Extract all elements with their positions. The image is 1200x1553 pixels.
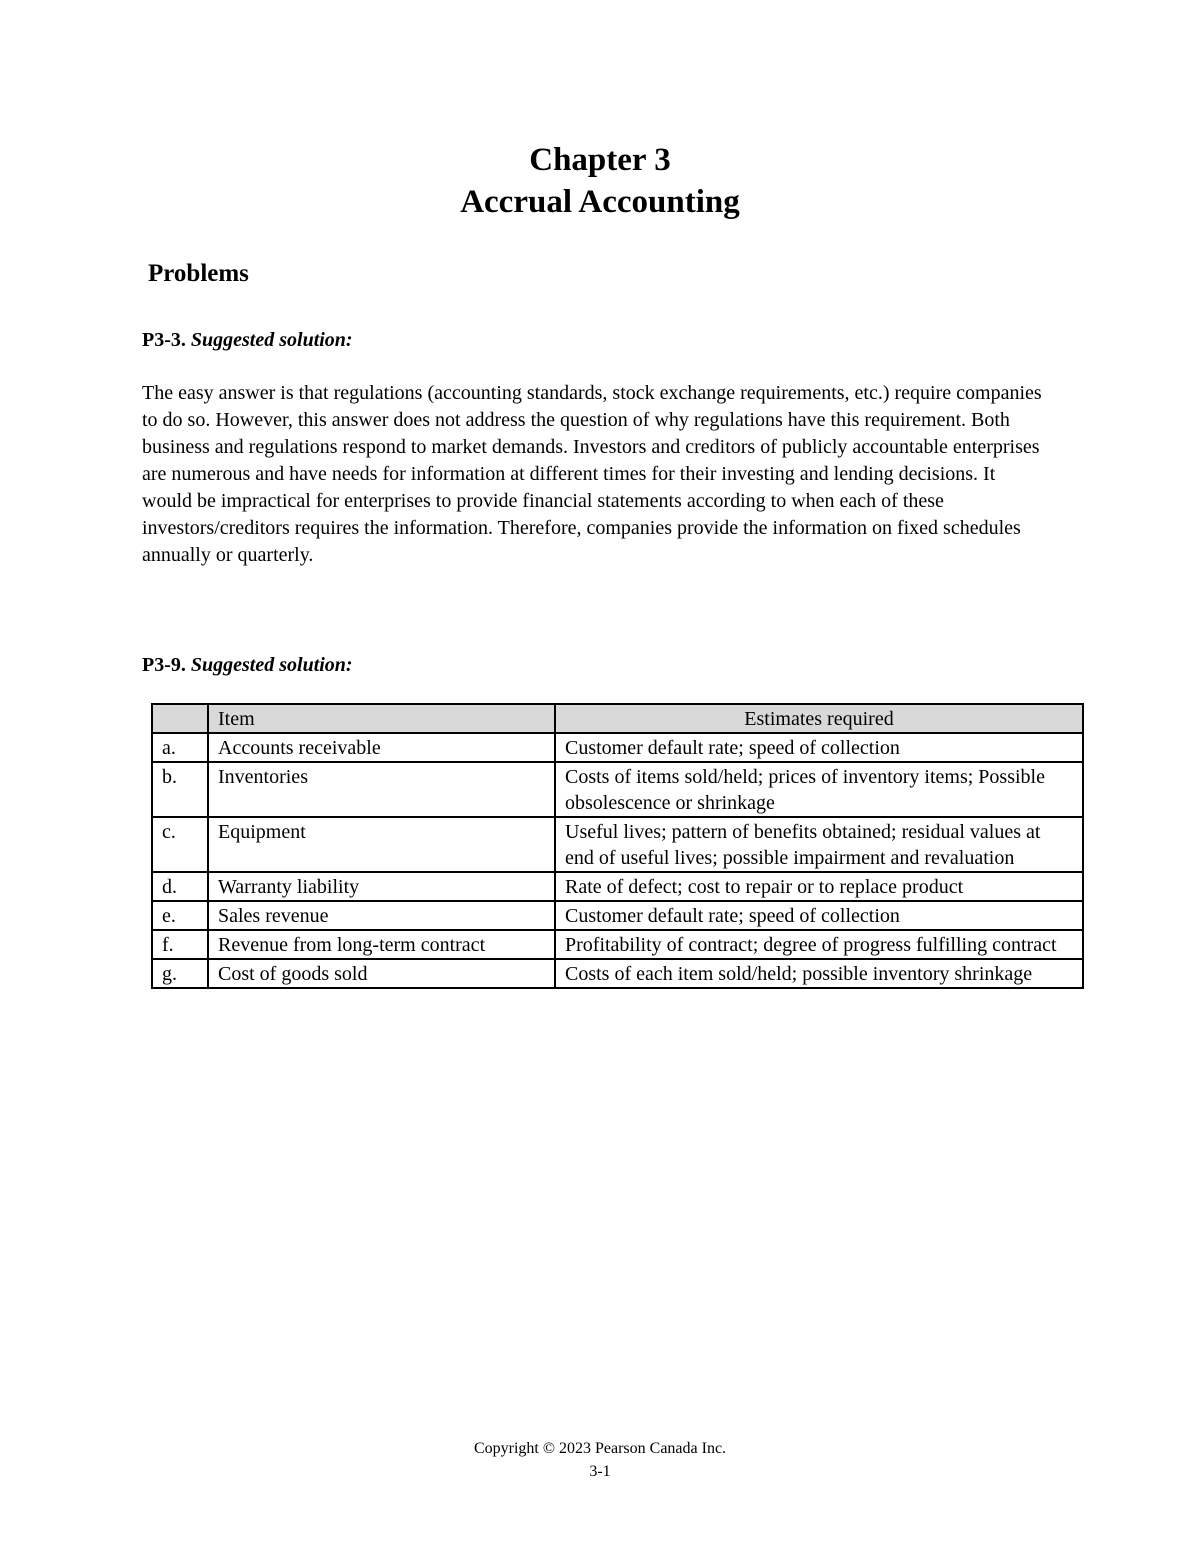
row-estimates: Costs of each item sold/held; possible inventory shrinkage <box>555 959 1083 988</box>
table-header-row <box>152 704 1083 733</box>
table-row <box>152 959 1083 988</box>
table-row <box>152 872 1083 901</box>
row-item: Equipment <box>208 817 555 872</box>
row-letter: a. <box>152 733 208 762</box>
table-row <box>152 762 1083 817</box>
header-letter <box>152 704 208 733</box>
row-item: Cost of goods sold <box>208 959 555 988</box>
header-item: Item <box>208 704 555 733</box>
p3-3-answer-paragraph: The easy answer is that regulations (accounting standards, stock exchange requirements, etc.) require companies to do so. However, this answer does not address the question of why regulations have this requirement. Both business and regulations respond to market demands. Investors and creditors of publicly accountable enterprises are numerous and have needs for information at different times for their investing and lending decisions. It would be impractical for enterprises to provide financial statements according to when each of these investors/creditors requires the information. Therefore, companies provide the information on fixed schedules annually or quarterly. <box>142 382 1042 566</box>
problem-label-p3-9 <box>142 654 353 677</box>
problem-label-p3-3 <box>142 329 353 352</box>
chapter-number: Chapter 3 <box>529 142 671 178</box>
solution-label: Suggested solution: <box>190 654 353 676</box>
row-letter: b. <box>152 762 208 817</box>
solution-label: Suggested solution: <box>190 329 353 351</box>
table-row <box>152 930 1083 959</box>
row-item: Sales revenue <box>208 901 555 930</box>
copyright-notice: Copyright © 2023 Pearson Canada Inc. <box>473 1440 727 1457</box>
table-row <box>152 733 1083 762</box>
row-item: Inventories <box>208 762 555 817</box>
table-row <box>152 817 1083 872</box>
row-estimates: Customer default rate; speed of collection <box>555 901 1083 930</box>
row-estimates: Costs of items sold/held; prices of inventory items; Possible obsolescence or shrinkage <box>555 762 1083 817</box>
problem-number: P3-9. <box>142 654 186 676</box>
table-row <box>152 901 1083 930</box>
section-heading: Problems <box>148 260 249 287</box>
page-number: 3-1 <box>589 1463 611 1480</box>
problem-number: P3-3. <box>142 329 186 351</box>
row-estimates: Rate of defect; cost to repair or to replace product <box>555 872 1083 901</box>
row-item: Revenue from long-term contract <box>208 930 555 959</box>
row-estimates: Useful lives; pattern of benefits obtained; residual values at end of useful lives; possible impairment and revaluation <box>555 817 1083 872</box>
header-estimates: Estimates required <box>555 704 1083 733</box>
estimates-table <box>151 703 1084 989</box>
row-letter: d. <box>152 872 208 901</box>
row-letter: g. <box>152 959 208 988</box>
row-item: Accounts receivable <box>208 733 555 762</box>
chapter-title: Accrual Accounting <box>460 184 740 220</box>
row-letter: e. <box>152 901 208 930</box>
row-letter: f. <box>152 930 208 959</box>
row-estimates: Customer default rate; speed of collection <box>555 733 1083 762</box>
row-letter: c. <box>152 817 208 872</box>
row-estimates: Profitability of contract; degree of progress fulfilling contract <box>555 930 1083 959</box>
row-item: Warranty liability <box>208 872 555 901</box>
